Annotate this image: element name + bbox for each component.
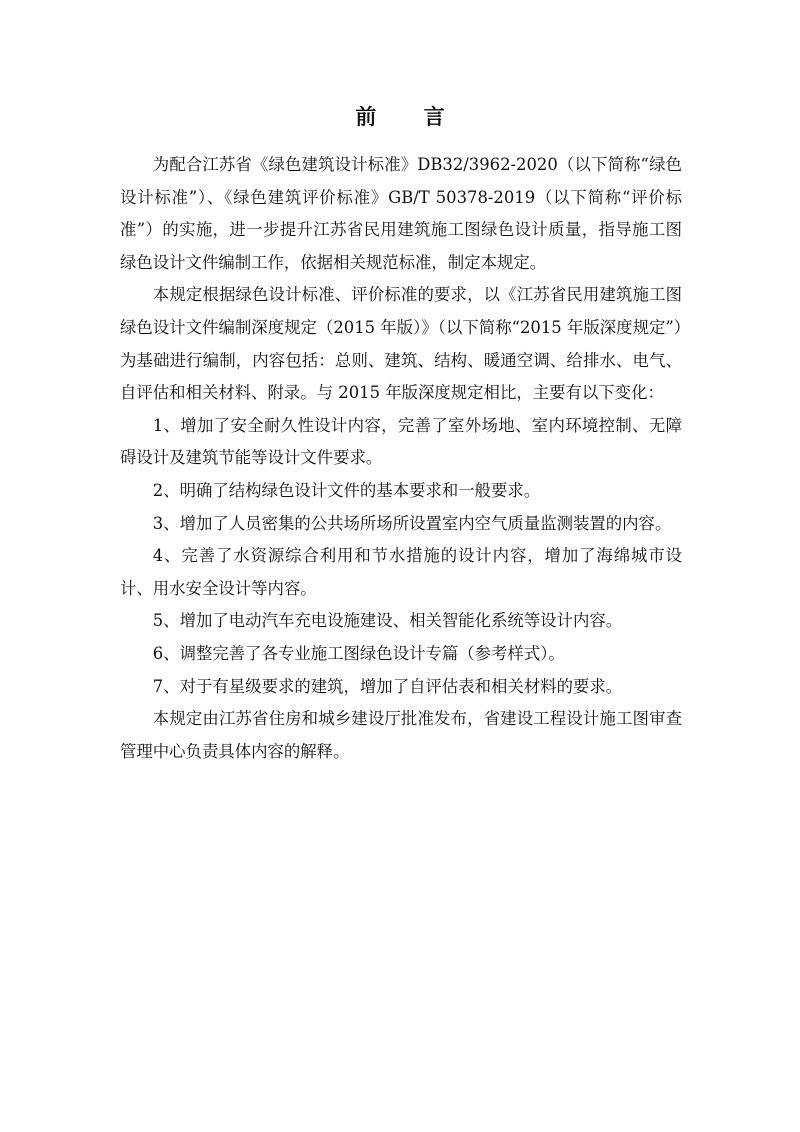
list-item-change-4: 4、完善了水资源综合利用和节水措施的设计内容，增加了海绵城市设计、用水安全设计等内容。 xyxy=(120,546,682,598)
page-title: 前 言 xyxy=(355,104,465,129)
list-item-change-1: 1、增加了安全耐久性设计内容，完善了室外场地、室内环境控制、无障碍设计及建筑节能等设计文件要求。 xyxy=(120,415,682,468)
paragraph-intro: 为配合江苏省《绿色建筑设计标准》DB32/3962-2020（以下简称“绿色设计标准”）、《绿色建筑评价标准》GB/T 50378-2019（以下简称“评价标准”）的实施，进一步提升江苏省民用建筑施工图绿色设计质量，指导施工图绿色设计文件编制工作，依据相关规范标准，制定本规定。 xyxy=(120,155,682,272)
paragraph-approval: 本规定由江苏省住房和城乡建设厅批准发布，省建设工程设计施工图审查管理中心负责具体内容的解释。 xyxy=(120,709,682,761)
list-item-change-3: 3、增加了人员密集的公共场所场所设置室内空气质量监测装置的内容。 xyxy=(152,513,672,533)
paragraph-basis: 本规定根据绿色设计标准、评价标准的要求，以《江苏省民用建筑施工图绿色设计文件编制深度规定（2015 年版）》（以下简称“2015 年版深度规定”）为基础进行编制，内容包括：总则、建筑、结构、暖通空调、给排水、电气、自评估和相关材料、附录。与 2015 年版深度规定相比，主要有以下变化： xyxy=(120,285,682,403)
list-item-change-7: 7、对于有星级要求的建筑，增加了自评估表和相关材料的要求。 xyxy=(152,676,623,696)
list-item-change-5: 5、增加了电动汽车充电设施建设、相关智能化系统等设计内容。 xyxy=(152,611,623,631)
list-item-change-6: 6、调整完善了各专业施工图绿色设计专篇（参考样式）。 xyxy=(152,643,565,663)
document-body xyxy=(120,149,682,768)
list-item-change-2: 2、明确了结构绿色设计文件的基本要求和一般要求。 xyxy=(152,480,541,500)
